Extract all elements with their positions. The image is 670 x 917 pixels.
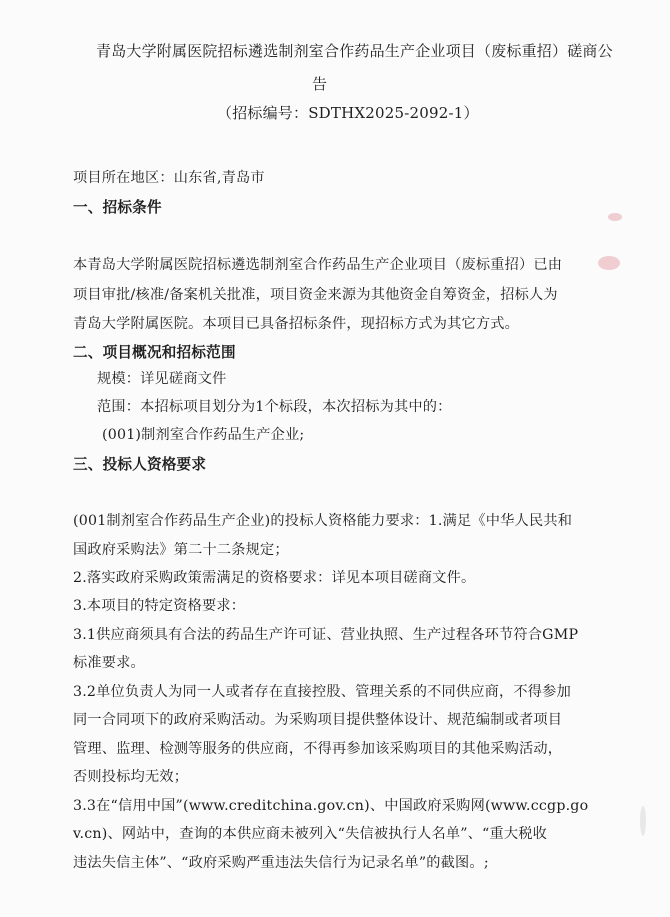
section2-heading: 二、项目概况和招标范围 xyxy=(73,344,236,361)
section1-heading: 一、招标条件 xyxy=(73,199,162,216)
qualification-line8: 同一合同项下的政府采购活动。为采购项目提供整体设计、规范编制或者项目 xyxy=(73,712,563,728)
scan-speck xyxy=(608,213,622,221)
qualification-line12: v.cn)、网站中，查询的本供应商未被列入“失信被执行人名单”、“重大税收 xyxy=(73,826,548,842)
section1-paragraph-line3: 青岛大学附属医院。本项目已具备招标条件，现招标方式为其它方式。 xyxy=(73,316,520,332)
qualification-line13: 违法失信主体”、“政府采购严重违法失信行为记录名单”的截图。; xyxy=(73,855,489,871)
qualification-line3: 2.落实政府采购政策需满足的资格要求：详见本项目磋商文件。 xyxy=(73,570,476,586)
doc-title-line2: 告 xyxy=(312,75,328,93)
qualification-line7: 3.2单位负责人为同一人或者存在直接控股、管理关系的不同供应商，不得参加 xyxy=(73,684,571,700)
section1-paragraph-line1: 本青岛大学附属医院招标遴选制剂室合作药品生产企业项目（废标重招）已由 xyxy=(73,257,563,273)
qualification-line6: 标准要求。 xyxy=(73,655,145,671)
scan-speck xyxy=(640,806,646,836)
qualification-line1: (001制剂室合作药品生产企业)的投标人资格能力要求：1.满足《中华人民共和 xyxy=(73,513,573,529)
project-scale: 规模：详见磋商文件 xyxy=(97,371,227,387)
section3-heading: 三、投标人资格要求 xyxy=(73,456,207,473)
section1-paragraph-line2: 项目审批/核准/备案机关批准，项目资金来源为其他资金自筹资金，招标人为 xyxy=(73,287,558,303)
tender-code: （招标编号：SDTHX2025-2092-1） xyxy=(217,104,479,122)
project-lot: (001)制剂室合作药品生产企业; xyxy=(102,427,305,443)
qualification-line2: 国政府采购法》第二十二条规定； xyxy=(73,542,289,558)
qualification-line11: 3.3在“信用中国”(www.creditchina.gov.cn)、中国政府采购网(www.ccgp.go xyxy=(73,798,589,814)
doc-title-line1: 青岛大学附属医院招标遴选制剂室合作药品生产企业项目（废标重招）磋商公 xyxy=(96,42,613,60)
qualification-line9: 管理、监理、检测等服务的供应商，不得再参加该采购项目的其他采购活动， xyxy=(73,741,563,757)
qualification-line5: 3.1供应商须具有合法的药品生产许可证、营业执照、生产过程各环节符合GMP xyxy=(73,627,579,643)
scan-speck xyxy=(598,256,620,270)
project-region: 项目所在地区：山东省,青岛市 xyxy=(73,170,265,186)
project-scope: 范围：本招标项目划分为1个标段，本次招标为其中的： xyxy=(97,399,452,415)
qualification-line4: 3.本项目的特定资格要求： xyxy=(73,598,246,614)
qualification-line10: 否则投标均无效； xyxy=(73,769,189,785)
